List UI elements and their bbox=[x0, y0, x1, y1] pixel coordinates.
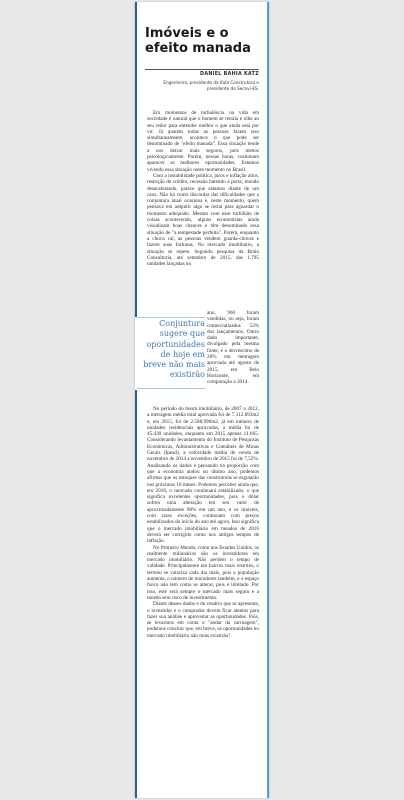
article-title: Imóveis e o efeito manada bbox=[145, 26, 251, 56]
column-edge-left bbox=[135, 2, 137, 798]
author-name: DANIEL BAHIA KATZ bbox=[200, 72, 259, 77]
paragraph: No período do boom imobiliário, de 2007 a 2012, a metragem média total aprovada foi de 7.112.893m2 e, em 2015, foi de 2.588.990m2, já em número de unidades residenciais aprovadas, a média foi de 45.430 unidades, enquanto em 2015 apenas 11.665. Considerando levantamento do Instituto de Pesquisas Econômicas, Administrativas e Contábeis de Minas Gerais (Ipead), a velocidade média de venda de novembro de 2014 a novembro de 2015 foi de 7,52%. Analisando os dados e pensando na proporção com que a economia andou no último ano, podemos afirmar que os estoques das construtoras se esgotarão nos próximos 18 meses. Podemos perceber ainda que, em 2016, o mercado continuará estabilizado, o que significa excelentes oportunidades, pois o dólar sofreu uma alteração em seu valor de aproximadamente 90% em um ano, e os imóveis, com raras exceções, continuam com preços estabilizados do início do ano até agora. Isso significa que o mercado imobiliário em meados de 2016 deverá ser corrigido como nos antigos tempos de inflação. bbox=[147, 406, 259, 545]
pull-quote-text: Conjuntura sugere que oportunidades de hoje em breve não mais existirão bbox=[143, 319, 205, 380]
author-bio: Engenheiro, presidente da Kala Construtora e presidente do Secovi-ES. bbox=[163, 80, 259, 91]
page-background-left bbox=[0, 0, 135, 800]
article-column bbox=[135, 2, 269, 798]
paragraph: Com a instabilidade política, juros e inflação altos, restrição de crédito, recessão batendo à porta, mundo desacelerando, parece que estamos diante de um caos. Não há como discordar das dificuldades que a conjuntura atual ocasiona e, neste momento, quem pensava em adquirir algo se retrai para aguardar o momento adequado. Mesmo com esse turbilhão de coisas acontecendo, alguns economistas ainda visualizam boas chances e têm denominado essa situação de "a tempestade perfeita". Porém, enquanto a chuva cai, as pessoas vendem guarda-chuvas e fazem suas fortunas. No mercado imobiliário, a situação se repete. Segundo pesquisa da Brain Consultoria, até setembro de 2015, das 1.795 unidades lançadas no bbox=[147, 172, 259, 268]
pull-quote bbox=[135, 317, 207, 390]
pull-quote-rule-bottom bbox=[137, 388, 205, 389]
article-body-bottom bbox=[147, 406, 259, 639]
paragraph: No Primeiro Mundo, como nos Estados Unidos, os realmente milionários são os investidores em mercado imobiliário. Não perdem o tempo de validade. Principalmente em bairros mais restritos, o terreno se valoriza cada dia mais, pois a população aumenta, o número de moradores também, e o espaço físico não tem como se alterar, pois é limitado. Por isso, este será sempre o mercado mais seguro e a moeda sem risco de investimento. bbox=[147, 544, 259, 601]
title-divider bbox=[145, 69, 259, 70]
paragraph: Diante desses dados e do cenário que se apresenta, o investidor e o comprador devem ficar atentos para fazer sua análise e aproveitar as oportunidades. Pois, se levarmos em conta o "andar da carruagem", podemos concluir que, em breve, as oportunidades no mercado imobiliário não mais existirão! bbox=[147, 601, 259, 639]
paragraph: ano, 960 foram vendidas, ou seja, foram comercializados 53% dos lançamentos. Outro dado importante, divulgado pela mesma fonte, é o decréscimo de 20% em metragem aprovada até agosto de 2015, em Belo Horizonte, em comparação a 2014. bbox=[207, 310, 259, 386]
article-body-top bbox=[147, 110, 259, 267]
page-background-right bbox=[271, 0, 404, 800]
paragraph: Em momentos de turbulência na vida em sociedade é natural que o homem se retraia e olhe ao seu redor para entender melhor o que ainda está por vir. Já quando todas as pessoas fazem isso simultaneamente, acontece o que pode ser denominado de "efeito manada". Essa situação tende a nos deixar mais seguros, pois menos psicologicamente. Porém, nessas horas, costumam aparecer as melhores oportunidades. Estamos vivendo essa situação neste momento no Brasil. bbox=[147, 110, 259, 173]
paragraph-beside-quote bbox=[207, 310, 259, 386]
column-edge-right bbox=[267, 2, 269, 798]
pull-quote-rule-top bbox=[137, 317, 205, 318]
